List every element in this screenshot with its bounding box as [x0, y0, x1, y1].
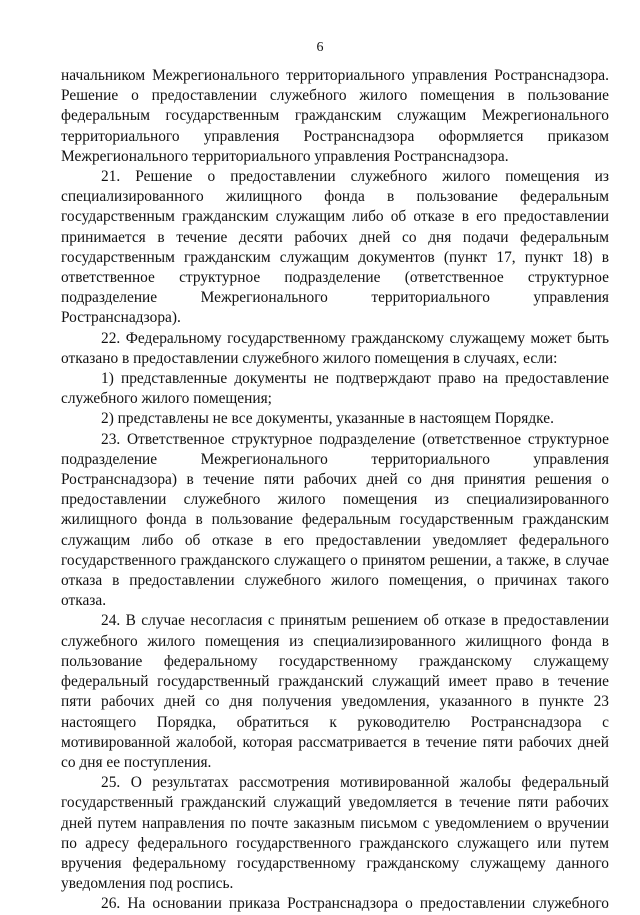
paragraph-23: 23. Ответственное структурное подразделение (ответственное структурное подразделение Межрегионального территориального управления Ространснадзора) в течение пяти рабочих дней со дня принятия решения о предоставлении служебного жилого помещения из специализированного жилищного фонда в пользование федеральным государственным гражданским служащим либо об отказе в его предоставлении уведомляет федерального государственного гражданского служащего о принятом решении, а также, в случае отказа в предоставлении служебного жилого помещения, о причинах такого отказа. [61, 430, 609, 610]
document-body [61, 66, 609, 915]
paragraph-20-continuation: начальником Межрегионального территориального управления Ространснадзора. Решение о предоставлении служебного жилого помещения в пользование федеральным государственным гражданским служащим Межрегионального территориального управления Ространснадзора оформляется приказом Межрегионального территориального управления Ространснадзора. [61, 67, 609, 165]
paragraph-22: 22. Федеральному государственному гражданскому служащему может быть отказано в предоставлении служебного жилого помещения в случаях, если: [61, 329, 609, 367]
paragraph-22-item-1: 1) представленные документы не подтверждают право на предоставление служебного жилого помещения; [61, 370, 609, 408]
paragraph-24: 24. В случае несогласия с принятым решением об отказе в предоставлении служебного жилого помещения из специализированного жилищного фонда в пользование федеральному государственному гражданскому служащему федеральный государственный гражданский служащий имеет право в течение пяти рабочих дней со дня получения уведомления, указанного в пункте 23 настоящего Порядка, обратиться к руководителю Ространснадзора с мотивированной жалобой, которая рассматривается в течение пяти рабочих дней со дня ее поступления. [61, 612, 609, 771]
paragraph-26: 26. На основании приказа Ространснадзора о предоставлении служебного [101, 895, 609, 913]
paragraph-22-item-2: 2) представлены не все документы, указанные в настоящем Порядке. [101, 410, 554, 428]
paragraph-25: 25. О результатах рассмотрения мотивированной жалобы федеральный государственный гражданский служащий уведомляется в течение пяти рабочих дней путем направления по почте заказным письмом с уведомлением о вручении по адресу федерального государственного гражданского служащего или путем вручения федеральному государственному гражданскому служащему данного уведомления под роспись. [61, 774, 609, 893]
page-number: 6 [316, 40, 324, 55]
paragraph-21: 21. Решение о предоставлении служебного жилого помещения из специализированного жилищного фонда в пользование федеральным государственным гражданским служащим либо об отказе в его предоставлении принимается в течение десяти рабочих дней со дня подачи федеральным государственным гражданским служащим документов (пункт 17, пункт 18) в ответственное структурное подразделение (ответственное структурное подразделение Межрегионального территориального управления Ространснадзора). [61, 168, 609, 327]
